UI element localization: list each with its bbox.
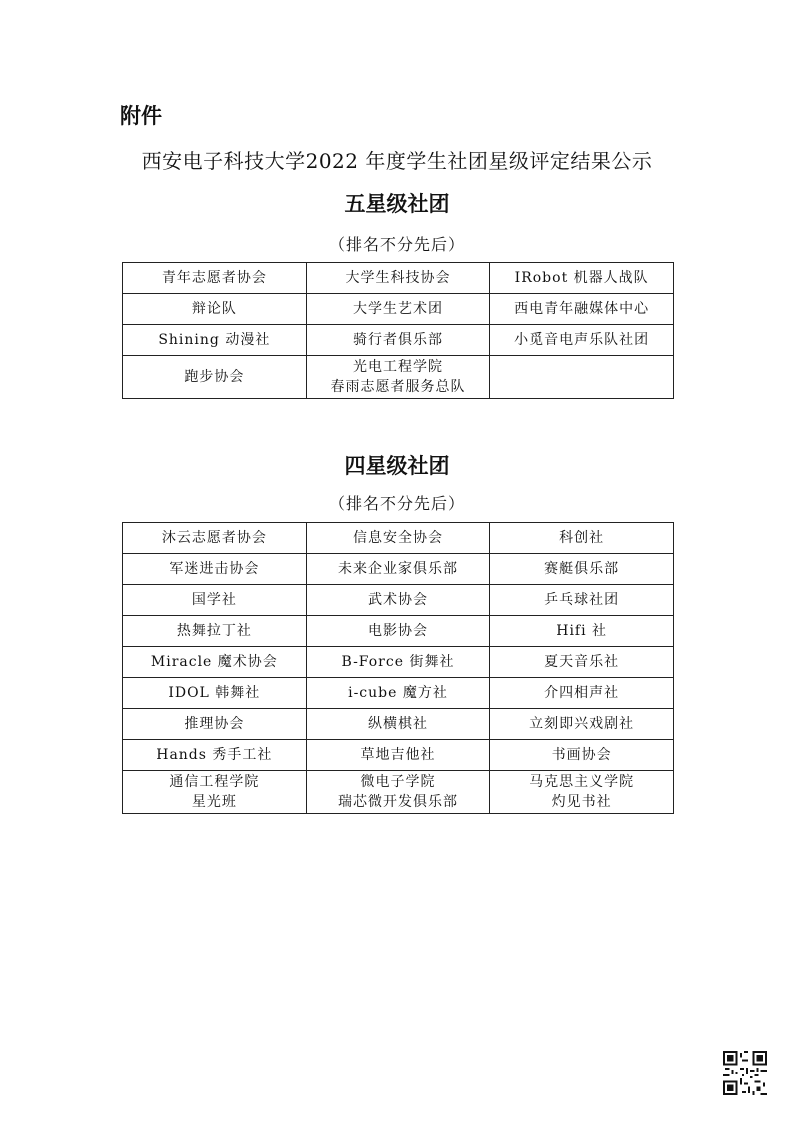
club-name: 立刻即兴戏剧社 (529, 716, 635, 732)
club-name: Hands 秀手工社 (156, 747, 273, 763)
table-cell (490, 678, 674, 709)
club-name: Miracle 魔术协会 (150, 654, 278, 670)
table-cell (123, 294, 307, 325)
club-name: 沐云志愿者协会 (161, 530, 267, 546)
club-name: IDOL 韩舞社 (168, 685, 261, 701)
club-name: 瑞芯微开发俱乐部 (337, 794, 458, 810)
table-cell (306, 616, 490, 647)
table-row (123, 616, 674, 647)
table-cell (306, 678, 490, 709)
table-row (123, 523, 674, 554)
table-cell (306, 356, 490, 399)
five-star-title: 五星级社团 (344, 192, 450, 216)
club-name: 青年志愿者协会 (161, 270, 267, 286)
table-cell (490, 356, 674, 399)
table-cell (490, 294, 674, 325)
club-name: 西电青年融媒体中心 (514, 301, 650, 317)
table-cell (123, 616, 307, 647)
club-name: 跑步协会 (184, 369, 245, 385)
table-cell (490, 647, 674, 678)
table-cell (306, 325, 490, 356)
table-cell (490, 554, 674, 585)
table-cell (490, 263, 674, 294)
table-cell (490, 616, 674, 647)
table-cell (306, 709, 490, 740)
five-star-table (122, 262, 674, 399)
club-name: 介四相声社 (544, 685, 620, 701)
club-name: 灼见书社 (551, 794, 612, 810)
four-star-title: 四星级社团 (344, 454, 450, 478)
table-cell (306, 647, 490, 678)
table-cell (306, 585, 490, 616)
club-name: B-Force 街舞社 (341, 654, 455, 670)
table-row (123, 294, 674, 325)
club-name: 大学生科技协会 (345, 270, 451, 286)
table-cell (123, 709, 307, 740)
table-cell (123, 523, 307, 554)
club-name: 夏天音乐社 (544, 654, 620, 670)
club-name: 星光班 (191, 794, 237, 810)
club-name: 草地吉他社 (360, 747, 436, 763)
table-cell (490, 709, 674, 740)
club-name: 信息安全协会 (352, 530, 443, 546)
club-name: 电影协会 (367, 623, 428, 639)
club-name: 通信工程学院 (169, 774, 260, 790)
club-name: 马克思主义学院 (529, 774, 635, 790)
table-cell (123, 585, 307, 616)
table-row (123, 771, 674, 814)
club-name: 春雨志愿者服务总队 (330, 379, 466, 395)
table-cell (123, 678, 307, 709)
table-cell (123, 554, 307, 585)
club-name: IRobot 机器人战队 (514, 270, 649, 286)
club-name: 光电工程学院 (352, 359, 443, 375)
table-row (123, 356, 674, 399)
table-cell (306, 771, 490, 814)
table-cell (306, 740, 490, 771)
table-cell (123, 771, 307, 814)
table-cell (306, 294, 490, 325)
club-name: Shining 动漫社 (158, 332, 271, 348)
club-name: 小觅音电声乐队社团 (514, 332, 650, 348)
club-name: 科创社 (559, 530, 605, 546)
club-name: 乒乓球社团 (544, 592, 620, 608)
club-name: 骑行者俱乐部 (352, 332, 443, 348)
attachment-label: 附件 (120, 104, 162, 128)
table-row (123, 740, 674, 771)
club-name: Hifi 社 (556, 623, 608, 639)
document-title: 西安电子科技大学2022 年度学生社团星级评定结果公示 (141, 149, 653, 173)
club-name: 未来企业家俱乐部 (337, 561, 458, 577)
table-cell (490, 325, 674, 356)
table-cell (490, 740, 674, 771)
table-cell (306, 554, 490, 585)
club-name: 纵横棋社 (367, 716, 428, 732)
table-row (123, 709, 674, 740)
club-name: 书画协会 (551, 747, 612, 763)
table-row (123, 678, 674, 709)
club-name: 微电子学院 (360, 774, 436, 790)
table-cell (490, 585, 674, 616)
table-cell (306, 523, 490, 554)
table-cell (123, 647, 307, 678)
table-cell (490, 523, 674, 554)
five-star-note: （排名不分先后） (328, 235, 465, 254)
table-row (123, 554, 674, 585)
club-name: 大学生艺术团 (352, 301, 443, 317)
club-name: 武术协会 (367, 592, 428, 608)
table-cell (123, 325, 307, 356)
table-row (123, 263, 674, 294)
table-row (123, 325, 674, 356)
four-star-table (122, 522, 674, 814)
table-cell (123, 356, 307, 399)
table-cell (123, 263, 307, 294)
table-cell (490, 771, 674, 814)
club-name: 推理协会 (184, 716, 245, 732)
club-name: 国学社 (191, 592, 237, 608)
club-name: i-cube 魔方社 (348, 685, 448, 701)
club-name: 热舞拉丁社 (176, 623, 252, 639)
table-cell (123, 740, 307, 771)
table-row (123, 585, 674, 616)
club-name: 辩论队 (191, 301, 237, 317)
club-name: 军迷进击协会 (169, 561, 260, 577)
four-star-note: （排名不分先后） (328, 494, 465, 513)
qr-code-icon (723, 1051, 767, 1095)
table-row (123, 647, 674, 678)
table-cell (306, 263, 490, 294)
club-name: 赛艇俱乐部 (544, 561, 620, 577)
